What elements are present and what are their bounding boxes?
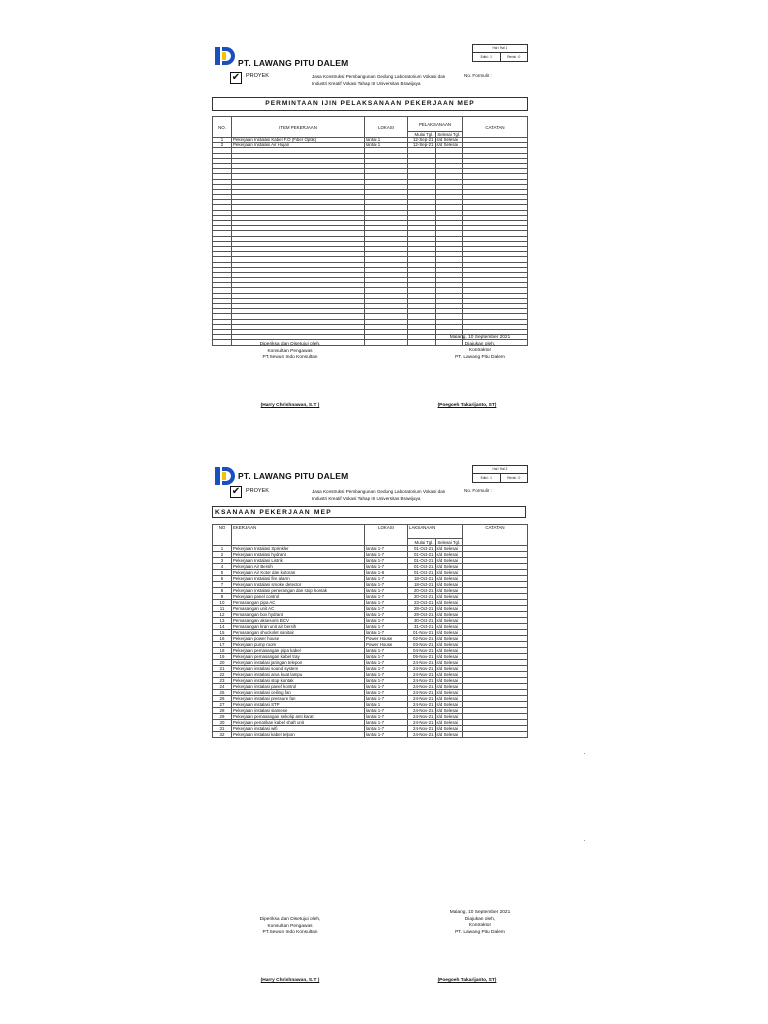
cell-item: Pekerjaan Instalasi fire alarm xyxy=(232,576,365,582)
cell-mulai: 24-Nov-21 xyxy=(408,714,436,720)
cell-lokasi: lantai 1-7 xyxy=(365,684,408,690)
proyek-label: PROYEK xyxy=(246,73,269,79)
document-page-number: Hal / Hal 2 xyxy=(473,466,527,474)
cell-catatan xyxy=(463,732,528,738)
cell-mulai: 24-Nov-21 xyxy=(408,726,436,732)
project-description-line-1: Jasa Konstruksi Pembangunan Gedung Laboratorium Vokasi dan xyxy=(312,489,446,494)
cell-item: Pekerjaan Instalasi Sprinkler xyxy=(232,546,365,552)
cell-item: Pekerjaan instalasi ceiling fan xyxy=(232,690,365,696)
cell-lokasi: lantai 1-7 xyxy=(365,678,408,684)
cell-item: Pekerjaan instalasi pressure fan xyxy=(232,696,365,702)
proyek-label: PROYEK xyxy=(246,488,269,494)
cell-mulai: 24-Nov-21 xyxy=(408,660,436,666)
column-header-no: NO xyxy=(213,525,232,546)
cell-no: 6 xyxy=(213,576,232,582)
cell-item: Pekerjaan Air Bersih xyxy=(232,564,365,570)
company-name: PT. LAWANG PITU DALEM xyxy=(238,58,349,68)
consultant-company: PT.Sewun Indo Konsultan xyxy=(262,355,318,360)
cell-mulai: 23-Oct-21 xyxy=(408,600,436,606)
table-row xyxy=(213,732,528,738)
cell-selesai: s/d Selesai xyxy=(435,720,463,726)
document-info-box xyxy=(472,44,528,62)
cell-selesai: s/d Selesai xyxy=(435,648,463,654)
cell-selesai: s/d Selesai xyxy=(435,642,463,648)
cell-lokasi: lantai 1-7 xyxy=(365,714,408,720)
cell-no: 11 xyxy=(213,606,232,612)
cell-lokasi: lantai 1-7 xyxy=(365,576,408,582)
contractor-role: Kontraktor xyxy=(468,348,492,353)
company-logo-icon xyxy=(214,465,236,487)
cell-no: 29 xyxy=(213,714,232,720)
cell-item: Pemasangan pipa AC xyxy=(232,600,365,606)
project-description xyxy=(312,73,472,87)
document-date: Malang, 10 September 2021 xyxy=(449,910,511,915)
cell-no: 30 xyxy=(213,720,232,726)
cell-item: Pekerjaan Air Kotor dan kotoran xyxy=(232,570,365,576)
cell-mulai: 24-Nov-21 xyxy=(408,696,436,702)
cell-mulai: 02-Nov-21 xyxy=(408,636,436,642)
right-signature-block xyxy=(420,910,540,936)
cell-mulai: 20-Oct-21 xyxy=(408,594,436,600)
column-header-item: EKERJAAN xyxy=(232,525,365,546)
cell-lokasi: lantai 1 xyxy=(365,143,408,148)
cell-selesai: s/d Selesai xyxy=(435,594,463,600)
consultant-role: Konsultan Pengawas xyxy=(267,923,313,929)
column-header-catatan: CATATAN xyxy=(463,117,528,138)
cell-mulai: 03-Nov-21 xyxy=(408,642,436,648)
cell-item: Pekerjaan Instalasi smoke detector xyxy=(232,582,365,588)
cell-item: Pemasangan shockolet sanitair xyxy=(232,630,365,636)
checkbox-icon: ✔ xyxy=(231,486,241,497)
cell-selesai: s/d Selesai xyxy=(435,564,463,570)
cell-selesai: s/d Selesai xyxy=(435,660,463,666)
column-header-pelaksanaan: LAKSANAAN xyxy=(408,525,463,539)
cell-selesai: s/d Selesai xyxy=(435,612,463,618)
cell-selesai: s/d Selesai xyxy=(435,666,463,672)
cell-mulai: 01-Oct-21 xyxy=(408,552,436,558)
cell-lokasi: lantai 1-7 xyxy=(365,582,408,588)
cell-item: Pekerjaan instalasi panel kontrol xyxy=(232,684,365,690)
cell-no: 17 xyxy=(213,642,232,648)
cell-selesai: s/d Selesai xyxy=(435,678,463,684)
cell-selesai: s/d Selesai xyxy=(435,546,463,552)
cell-item: Pekerjaan instalasi arus kuat lampu xyxy=(232,672,365,678)
cell-lokasi: lantai 1-7 xyxy=(365,630,408,636)
approved-by-label: Diperiksa dan Disetujui oleh, xyxy=(259,342,321,347)
cell-selesai: s/d Selesai xyxy=(435,618,463,624)
cell-mulai: 28-Oct-21 xyxy=(408,606,436,612)
column-header-pelaksanaan: PELAKSANAAN xyxy=(408,117,463,132)
cell-item: Pemasangan aksesoris BCV xyxy=(232,618,365,624)
cell-mulai: 04-Nov-21 xyxy=(408,648,436,654)
cell-mulai: 24-Nov-21 xyxy=(408,672,436,678)
cell-mulai: 01-Oct-21 xyxy=(408,564,436,570)
cell-item: Pemasangan kran unit air bersih xyxy=(232,624,365,630)
cell-item: Pekerjaan pemasangan sekolip anti karat xyxy=(232,714,365,720)
right-signature-block xyxy=(420,335,540,361)
cell-no: 21 xyxy=(213,666,232,672)
cell-mulai: 01-Nov-21 xyxy=(408,630,436,636)
cell-lokasi: lantai 1-7 xyxy=(365,660,408,666)
cell-no: 5 xyxy=(213,570,232,576)
consultant-signatory: (Harry Chrishnawan, S.T ) xyxy=(260,978,320,983)
cell-lokasi: Power House xyxy=(365,636,408,642)
cell-no: 3 xyxy=(213,558,232,564)
cell-lokasi: lantai 1-7 xyxy=(365,558,408,564)
cell-mulai: 01-Oct-21 xyxy=(408,546,436,552)
column-header-selesai: Selesai Tgl. xyxy=(435,132,463,138)
cell-selesai: s/d Selesai xyxy=(435,558,463,564)
cell-lokasi: lantai 1-7 xyxy=(365,594,408,600)
cell-selesai: s/d Selesai xyxy=(435,624,463,630)
column-header-item: ITEM PEKERJAAN xyxy=(232,117,365,138)
cell-lokasi: lantai 1-7 xyxy=(365,612,408,618)
column-header-lokasi: LOKASI xyxy=(365,525,408,546)
cell-item: Pemasangan unit AC xyxy=(232,606,365,612)
cell-item: Pekerjaan instalasi kabel telpon xyxy=(232,732,365,738)
cell-mulai: 29-Oct-21 xyxy=(408,612,436,618)
cell-mulai: 05-Nov-21 xyxy=(408,654,436,660)
cell-item: Pekerjaan instalasi stop kontak xyxy=(232,678,365,684)
form-page-1 xyxy=(0,0,768,500)
cell-selesai: s/d Selesai xyxy=(435,714,463,720)
cell-selesai: s/d Selesai xyxy=(435,696,463,702)
cell-no: 15 xyxy=(213,630,232,636)
cell-no: 7 xyxy=(213,582,232,588)
cell-mulai: 01-Oct-21 xyxy=(408,558,436,564)
cell-selesai: s/d Selesai xyxy=(435,588,463,594)
document-edition: Edisi : 1 xyxy=(473,53,501,61)
company-name: PT. LAWANG PITU DALEM xyxy=(238,471,349,481)
contractor-company: PT. Lawang Pitu Dalem xyxy=(455,354,505,360)
cell-lokasi: lantai 1-7 xyxy=(365,672,408,678)
cell-selesai: s/d Selesai xyxy=(435,143,463,148)
cell-item: Pekerjaan Instalasi penerangan dan stop kontak xyxy=(232,588,365,594)
cell-lokasi: lantai 1-7 xyxy=(365,708,408,714)
cell-lokasi: lantai 1-7 xyxy=(365,546,408,552)
cell-selesai: s/d Selesai xyxy=(435,138,463,143)
cell-no: 9 xyxy=(213,594,232,600)
checkbox-icon: ✔ xyxy=(231,72,241,83)
cell-no: 28 xyxy=(213,708,232,714)
cell-selesai: s/d Selesai xyxy=(435,684,463,690)
cell-no: 24 xyxy=(213,684,232,690)
consultant-company: PT.Sewun Indo Konsultan xyxy=(262,930,318,935)
form-page-2 xyxy=(0,460,768,1024)
cell-mulai: 12-Sep-21 xyxy=(408,143,436,148)
cell-mulai: 18-Oct-21 xyxy=(408,582,436,588)
cell-item: Pekerjaan panel control xyxy=(232,594,365,600)
cell-mulai: 12-Sep-21 xyxy=(408,138,436,143)
cell-selesai: s/d Selesai xyxy=(435,606,463,612)
document-revision: Revisi : 0 xyxy=(507,476,521,480)
cell-mulai: 20-Oct-21 xyxy=(408,588,436,594)
form-title: KSANAAN PEKERJAAN MEP xyxy=(212,506,526,518)
stray-dot xyxy=(584,753,585,754)
cell-mulai: 30-Oct-21 xyxy=(408,618,436,624)
contractor-company: PT. Lawang Pitu Dalem xyxy=(455,929,505,935)
cell-selesai: s/d Selesai xyxy=(435,654,463,660)
cell-lokasi: lantai 1-7 xyxy=(365,552,408,558)
cell-lokasi: lantai 1-7 xyxy=(365,606,408,612)
cell-item: Pekerjaan instalasi jaringan telepon xyxy=(232,660,365,666)
work-permit-table xyxy=(212,524,528,738)
cell-selesai: s/d Selesai xyxy=(435,600,463,606)
cell-mulai: 24-Nov-21 xyxy=(408,690,436,696)
cell-lokasi: lantai 1-7 xyxy=(365,666,408,672)
cell-no: 27 xyxy=(213,702,232,708)
document-info-box xyxy=(472,465,528,483)
cell-mulai: 24-Nov-21 xyxy=(408,666,436,672)
cell-item: Pekerjaan pemasangan kabel tray xyxy=(232,654,365,660)
cell-lokasi: lantai 1-7 xyxy=(365,600,408,606)
cell-no: 8 xyxy=(213,588,232,594)
cell-mulai: 24-Nov-21 xyxy=(408,708,436,714)
cell-no: 23 xyxy=(213,678,232,684)
empty-cell xyxy=(365,340,408,345)
table-body xyxy=(213,138,528,346)
column-header-lokasi: LOKASI xyxy=(365,117,408,138)
cell-selesai: s/d Selesai xyxy=(435,726,463,732)
cell-no: 10 xyxy=(213,600,232,606)
cell-no: 13 xyxy=(213,618,232,624)
cell-no: 4 xyxy=(213,564,232,570)
cell-item: Pekerjaan instalasi STP xyxy=(232,702,365,708)
cell-selesai: s/d Selesai xyxy=(435,690,463,696)
cell-lokasi: lantai 1 xyxy=(365,702,408,708)
cell-no: 12 xyxy=(213,612,232,618)
cell-lokasi: lantai 1-7 xyxy=(365,690,408,696)
cell-mulai: 18-Oct-21 xyxy=(408,576,436,582)
cell-item: Pekerjaan Instalasi Kabel F.O (Fiber Optik) xyxy=(232,138,365,143)
column-header-no: NO. xyxy=(213,117,232,138)
form-title: PERMINTAAN IJIN PELAKSANAAN PEKERJAAN MEP xyxy=(212,97,528,111)
document-page-number: Hal / Hal 1 xyxy=(473,45,527,53)
cell-item: Pekerjaan Instalasi Listrik xyxy=(232,558,365,564)
cell-mulai: 24-Nov-21 xyxy=(408,684,436,690)
cell-lokasi: lantai 1-8 xyxy=(365,570,408,576)
cell-item: Pemasangan box hydrant xyxy=(232,612,365,618)
form-number-label: No. Formulir : xyxy=(464,488,492,493)
cell-no: 2 xyxy=(213,552,232,558)
cell-no: 32 xyxy=(213,732,232,738)
cell-lokasi: lantai 1-7 xyxy=(365,564,408,570)
form-number-label: No. Formulir : xyxy=(464,73,492,78)
cell-selesai: s/d Selesai xyxy=(435,576,463,582)
table-body xyxy=(213,546,528,738)
cell-mulai: 24-Nov-21 xyxy=(408,720,436,726)
company-logo-icon xyxy=(214,45,236,67)
cell-item: Pekerjaan penarikan kabel shaft unit xyxy=(232,720,365,726)
cell-no: 25 xyxy=(213,690,232,696)
submitted-by-label: Diajukan oleh, xyxy=(464,341,496,347)
cell-lokasi: lantai 1 xyxy=(365,138,408,143)
cell-no: 18 xyxy=(213,648,232,654)
cell-no: 20 xyxy=(213,660,232,666)
cell-selesai: s/d Selesai xyxy=(435,570,463,576)
cell-lokasi: lantai 1-7 xyxy=(365,648,408,654)
cell-lokasi: lantai 1-7 xyxy=(365,588,408,594)
cell-no: 22 xyxy=(213,672,232,678)
cell-item: Pekerjaan instalasi siamese xyxy=(232,708,365,714)
consultant-signatory: (Harry Chrishnawan, S.T ) xyxy=(260,403,320,408)
cell-item: Pekerjaan Instalasi hydrant xyxy=(232,552,365,558)
cell-mulai: 01-Oct-21 xyxy=(408,570,436,576)
consultant-role: Konsultan Pengawas xyxy=(267,348,313,354)
cell-mulai: 24-Nov-21 xyxy=(408,702,436,708)
cell-selesai: s/d Selesai xyxy=(435,630,463,636)
cell-no: 14 xyxy=(213,624,232,630)
cell-item: Pekerjaan power house xyxy=(232,636,365,642)
cell-lokasi: lantai 1-7 xyxy=(365,720,408,726)
cell-no: 31 xyxy=(213,726,232,732)
cell-mulai: 31-Oct-21 xyxy=(408,624,436,630)
cell-selesai: s/d Selesai xyxy=(435,552,463,558)
cell-lokasi: lantai 1-7 xyxy=(365,726,408,732)
stray-dot xyxy=(584,840,585,841)
work-permit-table xyxy=(212,116,528,346)
cell-item: Pekerjaan instalasi wifi xyxy=(232,726,365,732)
left-signature-block xyxy=(230,917,350,937)
cell-lokasi: lantai 1-7 xyxy=(365,624,408,630)
cell-selesai: s/d Selesai xyxy=(435,708,463,714)
cell-lokasi: lantai 1-7 xyxy=(365,732,408,738)
cell-item: Pekerjaan pemasangan pipa kabel xyxy=(232,648,365,654)
cell-item: Pekerjaan Instalasi Air Hujan xyxy=(232,143,365,148)
cell-no: 1 xyxy=(213,546,232,552)
cell-lokasi: lantai 1-7 xyxy=(365,654,408,660)
cell-lokasi: lantai 1-7 xyxy=(365,696,408,702)
cell-selesai: s/d Selesai xyxy=(435,636,463,642)
cell-no: 26 xyxy=(213,696,232,702)
document-date: Malang, 10 September 2021 xyxy=(449,335,511,340)
empty-cell xyxy=(213,340,232,345)
document-edition: Edisi : 1 xyxy=(473,474,501,482)
project-description-line-1: Jasa Konstruksi Pembangunan Gedung Laboratorium Vokasi dan xyxy=(312,74,446,79)
column-header-catatan: CATATAN xyxy=(463,525,528,546)
cell-selesai: s/d Selesai xyxy=(435,672,463,678)
cell-selesai: s/d Selesai xyxy=(435,732,463,738)
cell-no: 1 xyxy=(213,138,232,143)
cell-no: 2 xyxy=(213,143,232,148)
cell-lokasi: Power House xyxy=(365,642,408,648)
approved-by-label: Diperiksa dan Disetujui oleh, xyxy=(259,917,321,922)
project-description xyxy=(312,488,472,502)
cell-selesai: s/d Selesai xyxy=(435,702,463,708)
cell-item: Pekerjaan instalasi sound system xyxy=(232,666,365,672)
contractor-role: Kontraktor xyxy=(468,923,492,928)
contractor-signatory: (Poegoeh Takarijanto, ST) xyxy=(437,403,497,408)
column-header-selesai: Selesai Tgl. xyxy=(435,539,463,546)
cell-no: 19 xyxy=(213,654,232,660)
cell-item: Pekerjaan pump room xyxy=(232,642,365,648)
cell-mulai: 24-Nov-21 xyxy=(408,678,436,684)
cell-no: 16 xyxy=(213,636,232,642)
column-header-mulai: Mulai Tgl. xyxy=(408,539,436,546)
submitted-by-label: Diajukan oleh, xyxy=(464,916,496,922)
cell-mulai: 24-Nov-21 xyxy=(408,732,436,738)
left-signature-block xyxy=(230,342,350,362)
project-description-line-2: Industri Kreatif Vokasi Tahap III Universitas Brawijaya xyxy=(312,496,421,501)
column-header-mulai: Mulai Tgl. xyxy=(408,132,436,138)
contractor-signatory: (Poegoeh Takarijanto, ST) xyxy=(437,978,497,983)
cell-selesai: s/d Selesai xyxy=(435,582,463,588)
project-description-line-2: Industri Kreatif Vokasi Tahap III Universitas Brawijaya xyxy=(312,81,421,86)
document-revision: Revisi : 0 xyxy=(507,55,521,59)
cell-lokasi: lantai 1-7 xyxy=(365,618,408,624)
